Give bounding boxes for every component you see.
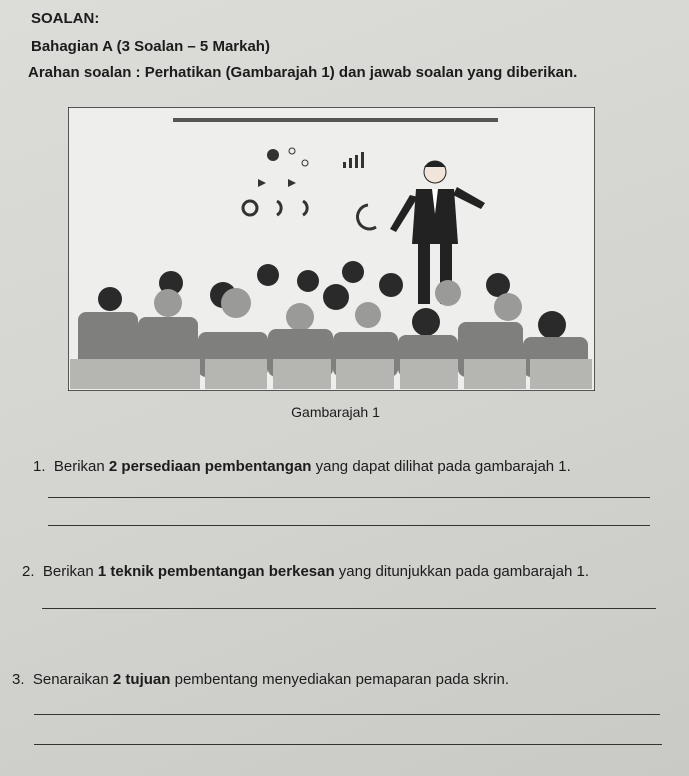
question-text: Berikan — [42, 563, 98, 580]
question-1 — [33, 458, 571, 475]
figure-caption — [0, 404, 689, 420]
question-emphasis: 2 persediaan pembentangan — [108, 458, 312, 475]
answer-line[interactable] — [48, 497, 650, 498]
section-heading: Bahagian A (3 Soalan – 5 Markah) — [31, 38, 270, 55]
answer-line[interactable] — [42, 608, 656, 609]
question-number: 1. — [33, 458, 46, 475]
answer-line[interactable] — [48, 525, 650, 526]
question-text: Berikan — [53, 458, 109, 475]
question-number: 2. — [22, 563, 35, 580]
question-text: yang ditunjukkan pada gambarajah 1. — [334, 563, 589, 580]
presentation-illustration — [68, 107, 595, 391]
page-title: SOALAN: — [31, 10, 100, 27]
question-number: 3. — [12, 671, 25, 688]
question-text: pembentang menyediakan pemaparan pada skrin. — [170, 671, 509, 688]
instruction-text: Arahan soalan : Perhatikan (Gambarajah 1) dan jawab soalan yang diberikan. — [28, 64, 578, 81]
question-text: Senaraikan — [32, 671, 113, 688]
question-text: yang dapat dilihat pada gambarajah 1. — [311, 458, 571, 475]
answer-line[interactable] — [34, 744, 662, 745]
question-emphasis: 1 teknik pembentangan berkesan — [97, 563, 335, 580]
question-emphasis: 2 tujuan — [112, 671, 171, 688]
caption-text: Gambarajah 1 — [291, 404, 380, 420]
question-3 — [12, 671, 509, 688]
answer-line[interactable] — [34, 714, 660, 715]
question-2 — [22, 563, 589, 580]
screen-top-bar — [173, 118, 498, 122]
